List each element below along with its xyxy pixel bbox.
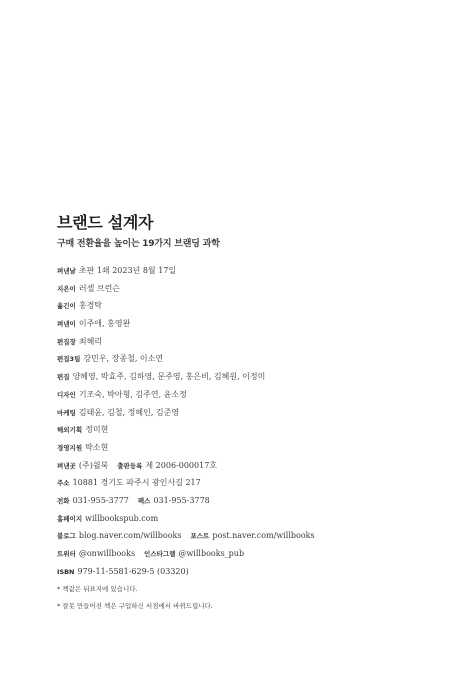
row-value-secondary: 031-955-3778: [153, 495, 210, 505]
row-value: 초판 1쇄 2023년 8월 17일: [78, 266, 177, 275]
row-label-secondary: 출판등록: [117, 461, 143, 470]
row-label: 편집3팀: [57, 355, 81, 364]
row-label: 편집장: [57, 337, 76, 346]
row-value: 박소현: [85, 442, 109, 452]
row-value: 정미현: [85, 425, 109, 435]
colophon-row-blog: [57, 531, 457, 541]
colophon-row-publisher: [57, 461, 457, 471]
row-value: 031-955-3777: [72, 495, 129, 505]
row-label: 전화: [57, 496, 70, 505]
row-label: 해외기획: [57, 426, 83, 435]
row-label: 블로그: [57, 532, 76, 541]
colophon-row-translator: [57, 301, 457, 311]
row-label: 펴낸이: [57, 320, 76, 329]
row-label: 주소: [57, 479, 70, 488]
row-value: 최혜리: [78, 336, 103, 346]
book-subtitle: 구매 전환율을 높이는 19가지 브랜딩 과학: [57, 239, 220, 249]
row-label: 펴낸날: [57, 267, 76, 275]
colophon-row-design: [57, 390, 457, 400]
row-value-secondary: post.naver.com/willbooks: [212, 531, 315, 541]
note-exchange: * 잘못 만들어진 책은 구입하신 서점에서 바꿔드립니다.: [57, 601, 213, 610]
row-label: 경영지원: [57, 443, 83, 452]
row-value-secondary: @willbooks_pub: [178, 549, 245, 558]
colophon-row-isbn: [57, 567, 457, 577]
row-value: 러셀 브런슨: [78, 283, 121, 293]
note-price: * 책값은 뒤표지에 있습니다.: [57, 585, 138, 593]
row-label: 홈페이지: [57, 514, 83, 523]
row-label-secondary: 인스타그램: [144, 550, 176, 558]
row-label: 디자인: [57, 390, 76, 399]
row-label: 트위터: [57, 550, 76, 558]
colophon-row-foreign-rights: [57, 425, 457, 435]
row-value: 979-11-5581-629-5 (03320): [77, 566, 189, 576]
colophon-row-editor-in-chief: [57, 337, 457, 347]
row-value: 기조숙, 박아형, 김주연, 윤소정: [78, 389, 187, 399]
row-value: 10881 경기도 파주시 광인사길 217: [72, 478, 201, 488]
book-title: 브랜드 설계자: [57, 213, 154, 232]
colophon-row-editorial-team: [57, 354, 457, 364]
row-label: 옮긴이: [57, 302, 76, 311]
row-value-secondary: 제 2006-000017호: [145, 460, 218, 470]
row-label: ISBN: [57, 567, 75, 576]
colophon-row-address: [57, 478, 457, 488]
row-value: (주)윌북: [78, 460, 109, 470]
colophon-row-homepage: [57, 514, 457, 524]
row-label: 지은이: [57, 284, 76, 293]
colophon-row-twitter: [57, 549, 457, 559]
row-value: willbookspub.com: [85, 513, 159, 523]
colophon-row-editing: [57, 372, 457, 382]
row-label-secondary: 팩스: [137, 496, 151, 505]
row-value: 양혜영, 박효주, 김하영, 문주영, 홍은비, 김혜원, 이정미: [72, 372, 266, 382]
colophon-row-marketing: [57, 408, 457, 418]
title-block: [57, 213, 437, 250]
colophon: [57, 266, 457, 584]
row-label: 마케팅: [57, 408, 76, 417]
notes: [57, 584, 457, 617]
colophon-row-publish-date: [57, 266, 457, 276]
colophon-row-phone: [57, 496, 457, 506]
row-value: 홍경탁: [78, 301, 103, 311]
colophon-row-author: [57, 284, 457, 294]
colophon-row-management: [57, 443, 457, 453]
row-label-secondary: 포스트: [190, 532, 210, 541]
row-value: @onwillbooks: [78, 549, 136, 558]
row-value: 강민우, 장종철, 이소연: [83, 354, 164, 364]
row-value: 이주애, 홍영완: [78, 319, 131, 329]
colophon-row-publisher-person: [57, 319, 457, 329]
row-label: 편집: [57, 373, 70, 382]
row-value: 김태윤, 김철, 정혜인, 김준영: [78, 407, 180, 417]
row-label: 펴낸곳: [57, 461, 76, 470]
row-value: blog.naver.com/willbooks: [78, 531, 182, 541]
